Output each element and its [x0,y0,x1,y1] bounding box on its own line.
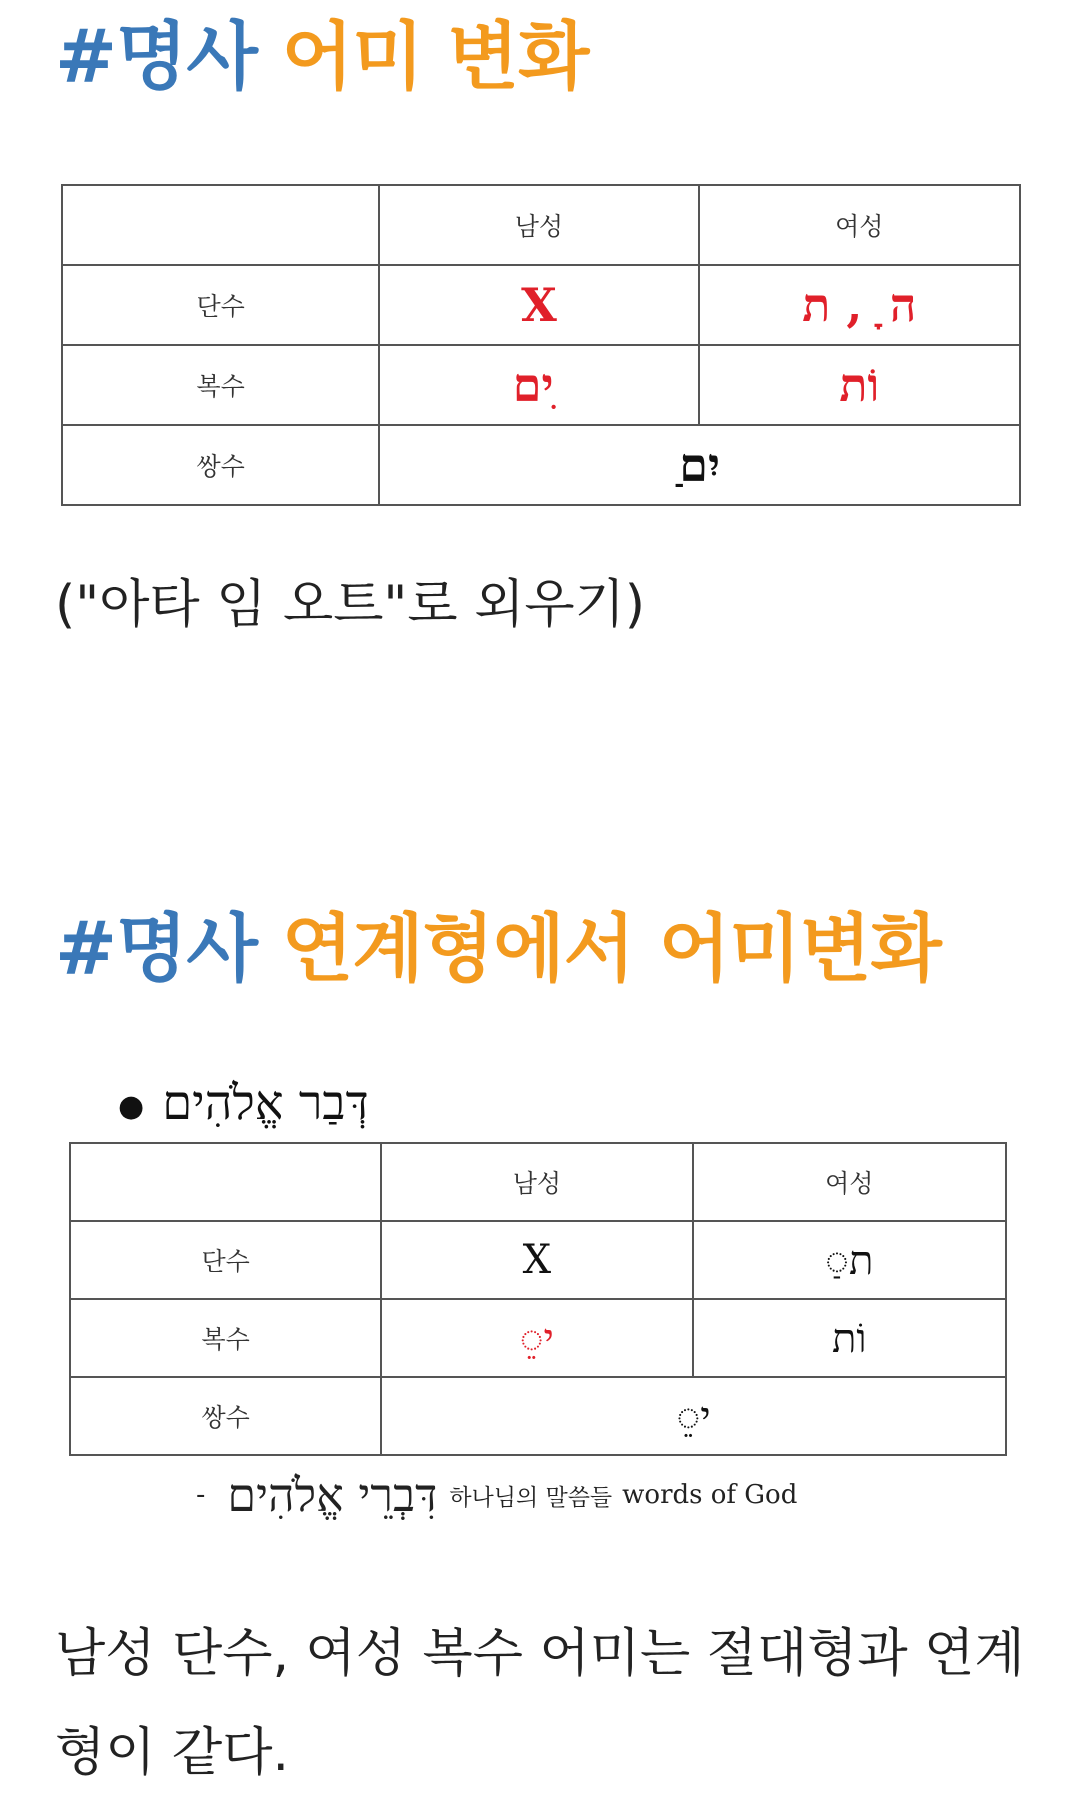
cell-plural-masculine: ים ִ [379,345,698,425]
row-label-plural: 복수 [62,345,379,425]
table-row [70,1377,1006,1455]
row-label-singular: 단수 [62,265,379,345]
section1-hashtag[interactable]: #명사 [55,14,257,100]
summary-text: 남성 단수, 여성 복수 어미는 절대형과 연계형이 같다. [55,1624,1025,1783]
construct-ending-table [69,1142,1007,1456]
header-masculine: 남성 [379,185,698,265]
cell-dual: ַיִם [379,425,1020,505]
bullet-hebrew: דְּבַר אֱלֹהִים [162,1075,369,1131]
row-label-dual: 쌍수 [62,425,379,505]
header-masculine: 남성 [381,1143,692,1221]
row-label-dual: 쌍수 [70,1377,381,1455]
example-hebrew: דִּבְרֵי אֱלֹהִים [227,1468,438,1522]
table-row [62,265,1020,345]
section1-title: 어미 변화 [281,14,589,100]
table-row [62,345,1020,425]
cell-dual: ◌ֵי [381,1377,1006,1455]
section1-heading [55,14,589,100]
mnemonic-text: ("아타 임 오트"로 외우기) [55,575,646,635]
table-corner-cell [62,185,379,265]
cell-singular-feminine: ה ָ , ת [699,265,1020,345]
table-corner-cell [70,1143,381,1221]
example-english: words of God [622,1480,798,1510]
cell-singular-feminine: ◌ַת [693,1221,1006,1299]
table-row [70,1299,1006,1377]
cell-plural-masculine: ◌ֵי [381,1299,692,1377]
ending-table [61,184,1021,506]
header-feminine: 여성 [693,1143,1006,1221]
section2-heading [55,906,941,992]
section2-hashtag[interactable]: #명사 [55,906,257,992]
cell-plural-feminine: וֹת [699,345,1020,425]
table-row [62,425,1020,505]
example-gloss: 하나님의 말씀들 [449,1484,613,1511]
cell-singular-masculine: X [381,1221,692,1299]
example-dash: - [196,1480,206,1510]
section2-title: 연계형에서 어미변화 [281,906,941,992]
table-header-row [70,1143,1006,1221]
bullet-dot: ● [118,1089,145,1124]
bullet-example [118,1075,369,1131]
row-label-singular: 단수 [70,1221,381,1299]
header-feminine: 여성 [699,185,1020,265]
cell-plural-feminine: וֹת [693,1299,1006,1377]
table-header-row [62,185,1020,265]
row-label-plural: 복수 [70,1299,381,1377]
table-row [70,1221,1006,1299]
construct-example [196,1468,797,1522]
cell-singular-masculine: X [379,265,698,345]
